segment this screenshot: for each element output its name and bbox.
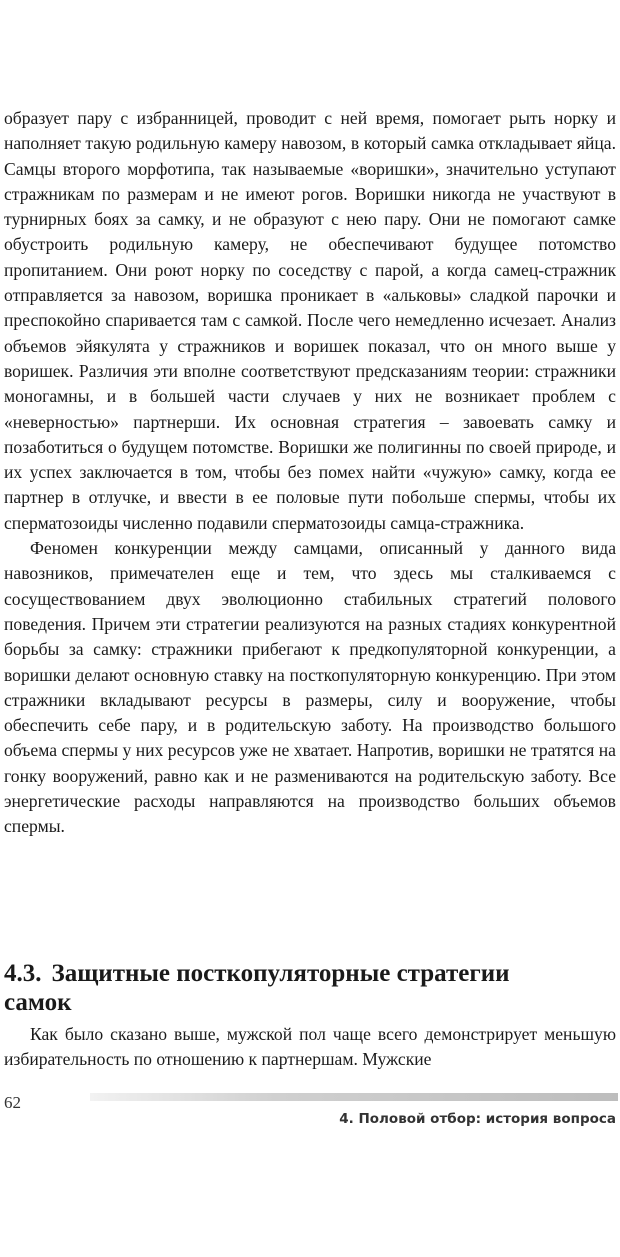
section-paragraph: Как было сказано выше, мужской пол чаще всего демонстрирует меньшую избирательность по отношению к партнершам. Мужские (4, 1024, 616, 1070)
page-number: 62 (4, 1093, 21, 1112)
footer-rule (90, 1093, 618, 1101)
section-title: Защитные посткопуляторные стратегии самок (4, 960, 510, 1016)
running-footer-title: 4. Половой отбор: история вопроса (339, 1111, 616, 1127)
body-paragraph: Феномен конкуренции между самцами, описанный у данного вида навозников, примечателен еще и тем, что здесь мы сталкиваемся с сосуществованием двух эволюционно стабильных стратегий полового поведения. Причем эти стратегии реализуются на разных стадиях конкурентной борьбы за самку: стражники прибегают к предкопуляторной конкуренции, а воришки делают основную ставку на посткопуляторную конкуренцию. При этом стражники вкладывают ресурсы в размеры, силу и вооружение, чтобы обеспечить себе пару, и в родительскую заботу. На производство большого объема спермы у них ресурсов уже не хватает. Напротив, воришки не тратятся на гонку вооружений, равно как и не размениваются на родительскую заботу. Все энергетические расходы направляются на производство больших объемов спермы. (4, 538, 616, 837)
section-number: 4.3. (4, 960, 42, 987)
section-heading (4, 959, 524, 1017)
body-text (4, 106, 616, 840)
body-paragraph: образует пару с избранницей, проводит с ней время, помогает рыть норку и наполняет такую родильную камеру навозом, в который самка откладывает яйца. Самцы второго морфотипа, так называемые «воришки», значительно уступают стражникам по размерам и не имеют рогов. Воришки никогда не участвуют в турнирных боях за самку, и не образуют с нею пару. Они не помогают самке обустроить родильную камеру, не обеспечивают будущее потомство пропитанием. Они роют норку по соседству с парой, а когда самец-стражник отправляется за навозом, воришка проникает в «альковы» сладкой парочки и преспокойно спаривается там с самкой. После чего немедленно исчезает. Анализ объемов эйякулята у стражников и воришек показал, что он много выше у воришек. Различия эти вполне соответствуют предсказаниям теории: стражники моногамны, и в большей части случаев у них не возникает проблем с «неверностью» партнерши. Их основная стратегия – завоевать самку и позаботиться о будущем потомстве. Воришки же полигинны по своей природе, и их успех заключается в том, чтобы без помех найти «чужую» самку, когда ее партнер в отлучке, и ввести в ее половые пути побольше спермы, чтобы их сперматозоиды численно подавили сперматозоиды самца-стражника. (4, 108, 616, 533)
